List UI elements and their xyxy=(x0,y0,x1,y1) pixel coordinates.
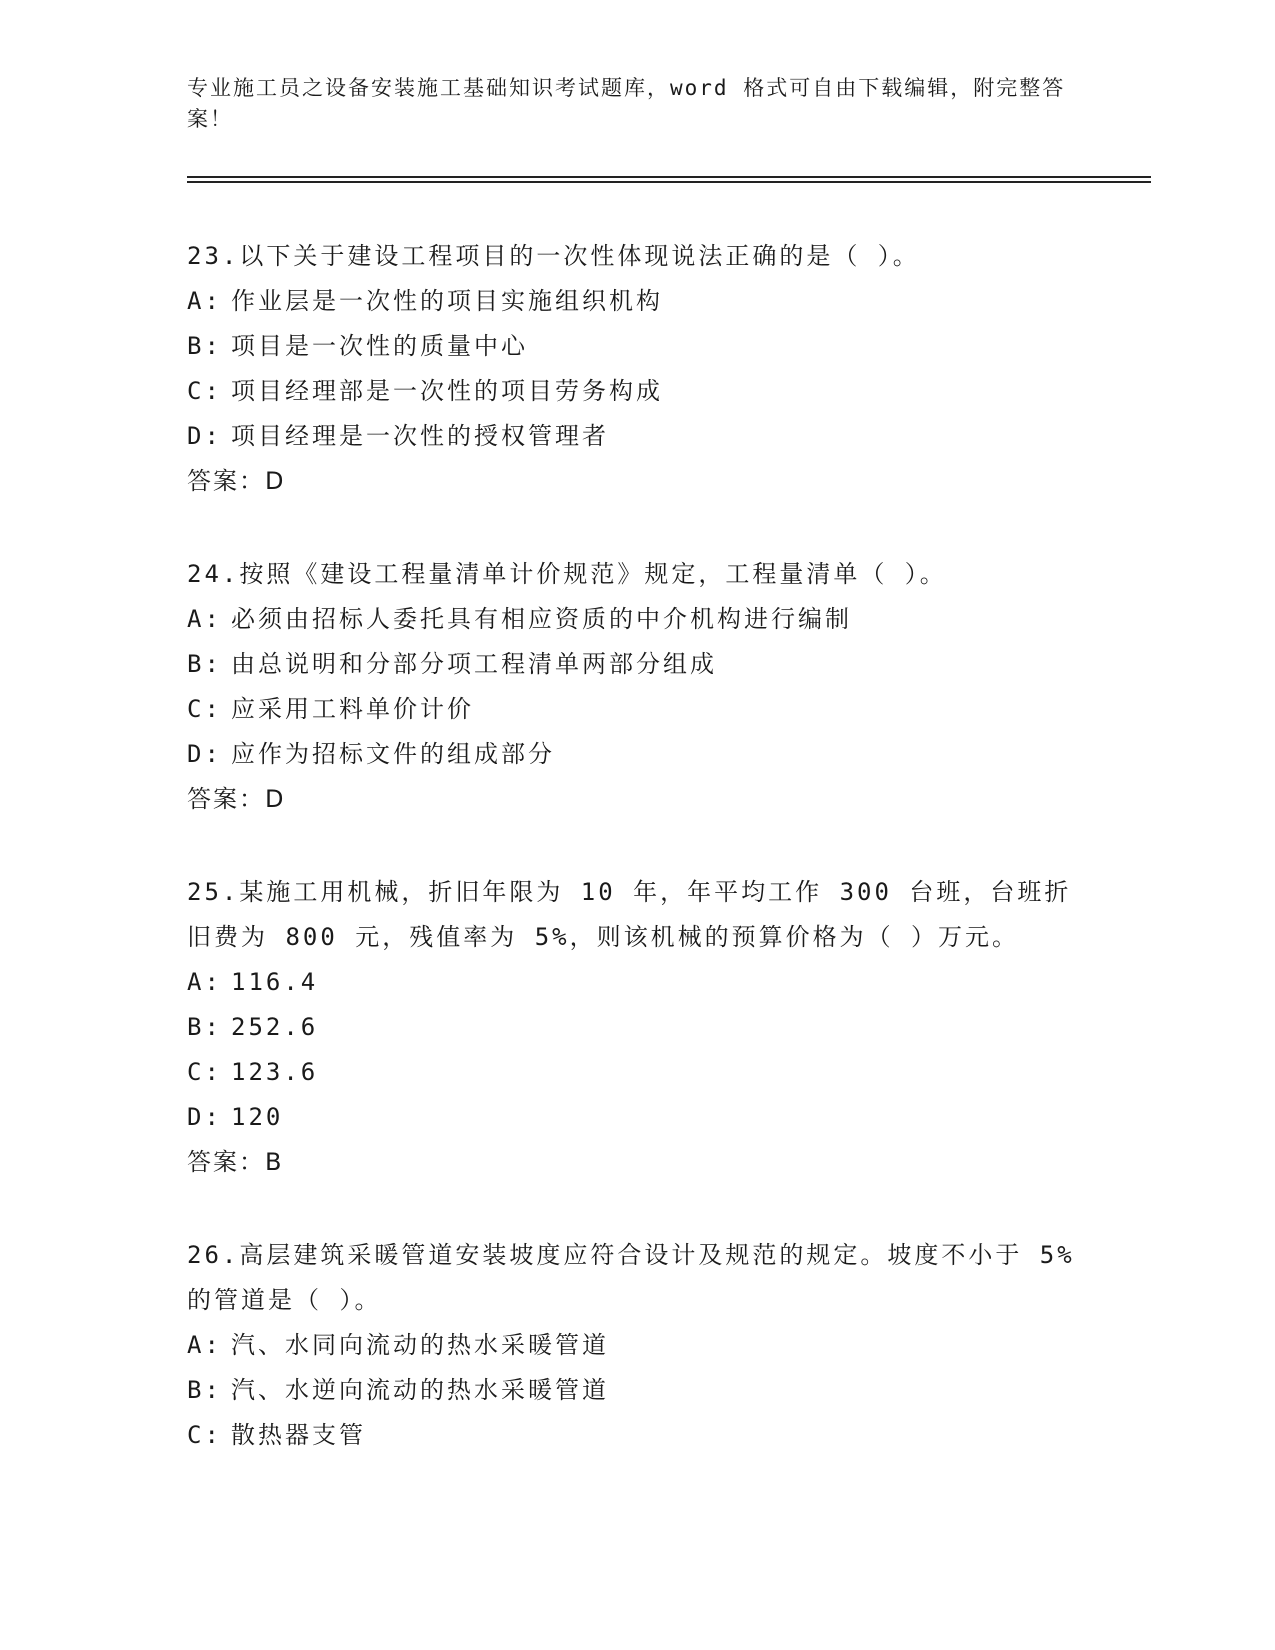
option-letter: B: xyxy=(187,650,222,678)
option-letter: C: xyxy=(187,1058,222,1086)
option-a xyxy=(187,960,1087,1005)
option-b xyxy=(187,1368,1087,1413)
header-rule-bottom xyxy=(187,181,1151,183)
option-a xyxy=(187,1323,1087,1368)
option-c xyxy=(187,1413,1087,1458)
question-stem: 26.高层建筑采暖管道安装坡度应符合设计及规范的规定。坡度不小于 5%的管道是（ ）。 xyxy=(187,1241,1075,1314)
document-header: 专业施工员之设备安装施工基础知识考试题库，word 格式可自由下载编辑，附完整答案！ xyxy=(187,76,1066,131)
question-23 xyxy=(187,234,1087,504)
option-letter: C: xyxy=(187,377,222,405)
option-letter: A: xyxy=(187,287,222,315)
option-letter: A: xyxy=(187,605,222,633)
answer-line: 答案：B xyxy=(187,1148,284,1176)
option-letter: B: xyxy=(187,1013,222,1041)
option-letter: D: xyxy=(187,740,222,768)
option-b xyxy=(187,1005,1087,1050)
option-letter: D: xyxy=(187,1103,222,1131)
question-stem: 25.某施工用机械，折旧年限为 10 年，年平均工作 300 台班，台班折旧费为 800 元，残值率为 5%，则该机械的预算价格为（ ）万元。 xyxy=(187,878,1072,951)
option-text: 252.6 xyxy=(231,1013,319,1041)
option-d xyxy=(187,414,1087,459)
question-stem: 23.以下关于建设工程项目的一次性体现说法正确的是（ ）。 xyxy=(187,242,920,270)
option-b xyxy=(187,324,1087,369)
option-c xyxy=(187,369,1087,414)
option-letter: D: xyxy=(187,422,222,450)
option-text: 汽、水逆向流动的热水采暖管道 xyxy=(231,1376,609,1404)
option-text: 项目经理部是一次性的项目劳务构成 xyxy=(231,377,663,405)
question-24 xyxy=(187,552,1087,822)
option-letter: C: xyxy=(187,1421,222,1449)
option-letter: B: xyxy=(187,1376,222,1404)
answer-line: 答案：D xyxy=(187,785,286,813)
option-text: 120 xyxy=(231,1103,284,1131)
option-a xyxy=(187,279,1087,324)
option-text: 必须由招标人委托具有相应资质的中介机构进行编制 xyxy=(231,605,852,633)
option-letter: C: xyxy=(187,695,222,723)
option-a xyxy=(187,597,1087,642)
option-text: 应采用工料单价计价 xyxy=(231,695,474,723)
option-text: 项目经理是一次性的授权管理者 xyxy=(231,422,609,450)
option-text: 汽、水同向流动的热水采暖管道 xyxy=(231,1331,609,1359)
answer-line: 答案：D xyxy=(187,467,286,495)
option-text: 应作为招标文件的组成部分 xyxy=(231,740,555,768)
option-text: 由总说明和分部分项工程清单两部分组成 xyxy=(231,650,717,678)
option-text: 散热器支管 xyxy=(231,1421,366,1449)
question-26 xyxy=(187,1233,1087,1458)
option-text: 作业层是一次性的项目实施组织机构 xyxy=(231,287,663,315)
option-letter: B: xyxy=(187,332,222,360)
question-stem: 24.按照《建设工程量清单计价规范》规定，工程量清单（ ）。 xyxy=(187,560,947,588)
option-b xyxy=(187,642,1087,687)
option-letter: A: xyxy=(187,968,222,996)
header-rule-top xyxy=(187,176,1151,178)
option-d xyxy=(187,1095,1087,1140)
question-25 xyxy=(187,870,1087,1185)
option-text: 123.6 xyxy=(231,1058,319,1086)
option-c xyxy=(187,687,1087,732)
option-d xyxy=(187,732,1087,777)
option-letter: A: xyxy=(187,1331,222,1359)
option-c xyxy=(187,1050,1087,1095)
option-text: 116.4 xyxy=(231,968,319,996)
option-text: 项目是一次性的质量中心 xyxy=(231,332,528,360)
